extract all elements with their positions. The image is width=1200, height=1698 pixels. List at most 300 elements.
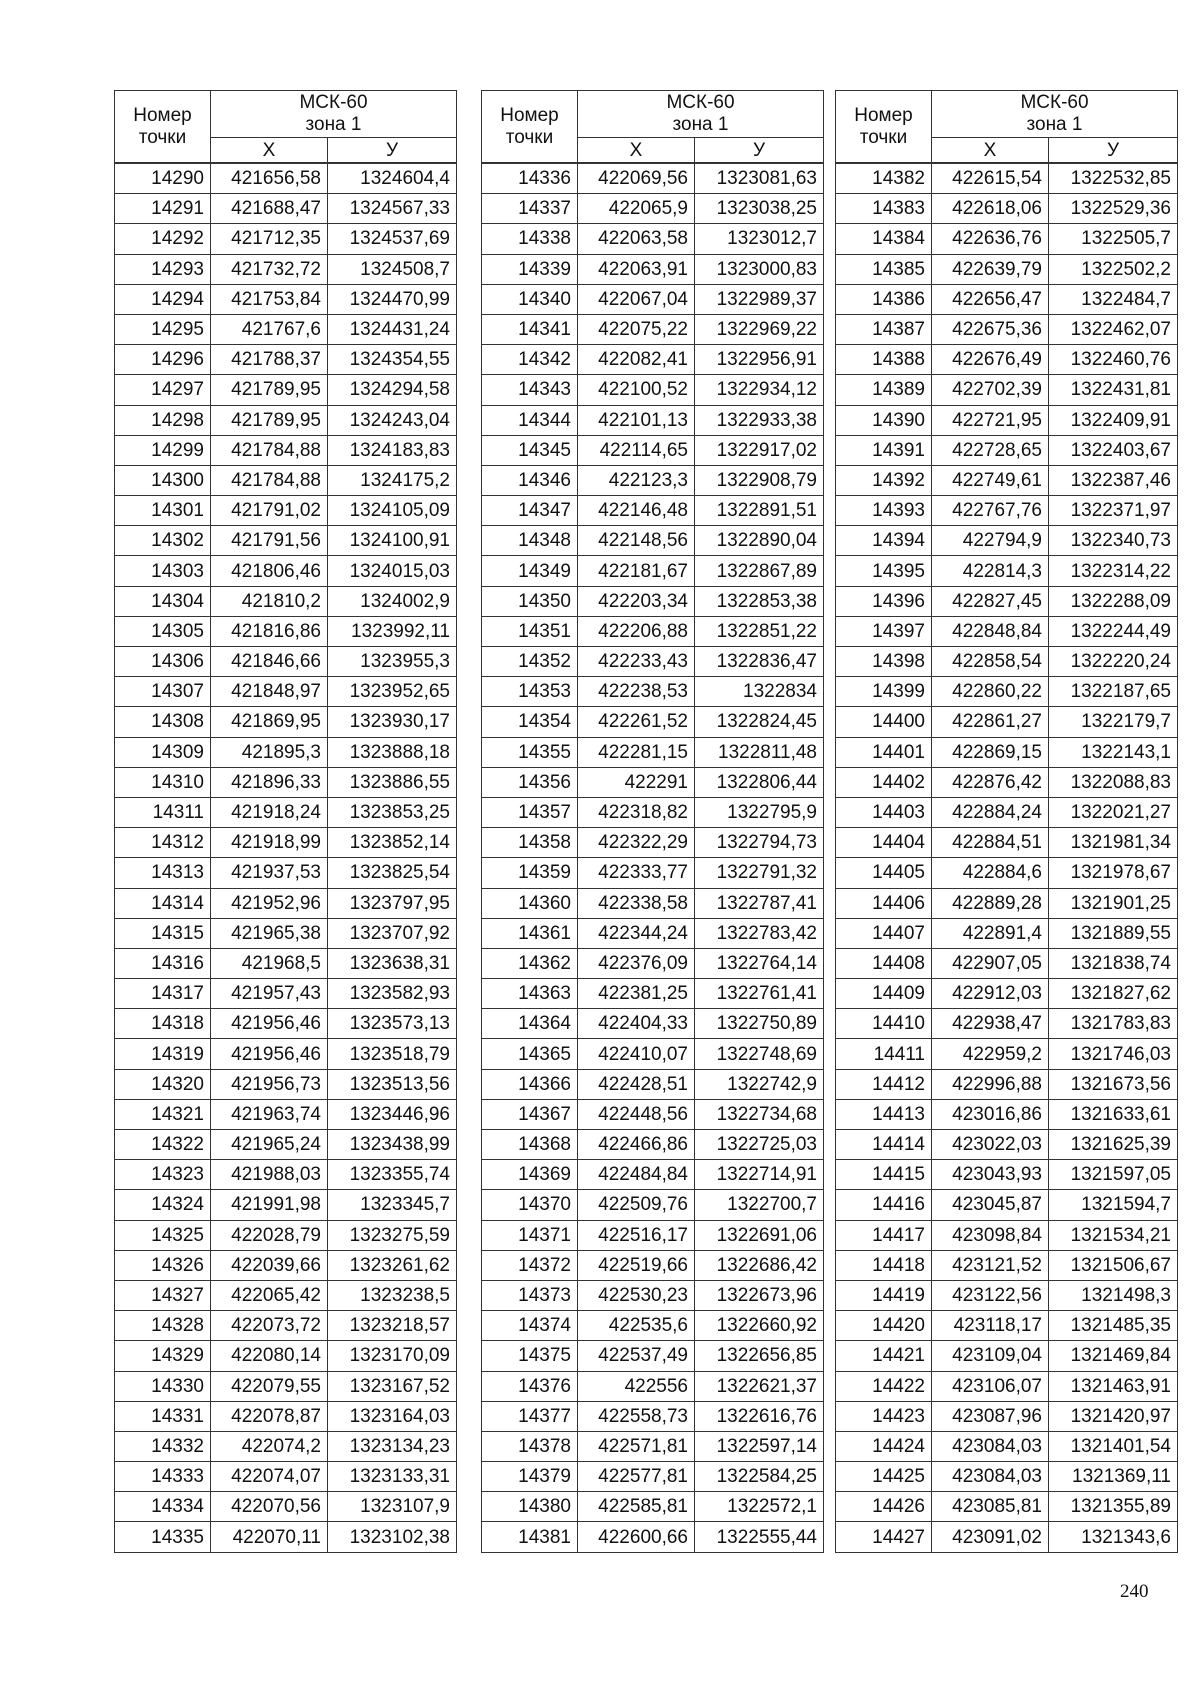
point-number-cell: 14388 bbox=[836, 345, 932, 375]
point-number-cell: 14297 bbox=[115, 375, 211, 405]
point-number-cell: 14299 bbox=[115, 435, 211, 465]
table-row bbox=[482, 465, 824, 495]
coordinates-table-1 bbox=[114, 90, 457, 1553]
table-row bbox=[115, 163, 457, 194]
y-coordinate-cell: 1321838,74 bbox=[1049, 948, 1178, 978]
x-coordinate-cell: 421810,2 bbox=[211, 586, 328, 616]
point-number-cell: 14359 bbox=[482, 858, 578, 888]
y-coordinate-cell: 1324183,83 bbox=[328, 435, 457, 465]
table-row bbox=[836, 1462, 1178, 1492]
y-coordinate-cell: 1322686,42 bbox=[695, 1250, 824, 1280]
y-coordinate-cell: 1324100,91 bbox=[328, 526, 457, 556]
x-coordinate-cell: 422484,84 bbox=[578, 1160, 695, 1190]
table-row bbox=[836, 948, 1178, 978]
x-coordinate-cell: 422063,91 bbox=[578, 254, 695, 284]
point-number-cell: 14318 bbox=[115, 1009, 211, 1039]
table-row bbox=[482, 797, 824, 827]
point-number-cell: 14427 bbox=[836, 1522, 932, 1552]
x-coordinate-cell: 422827,45 bbox=[932, 586, 1049, 616]
y-coordinate-cell: 1321401,54 bbox=[1049, 1431, 1178, 1461]
y-coordinate-cell: 1322836,47 bbox=[695, 647, 824, 677]
y-coordinate-cell: 1322934,12 bbox=[695, 375, 824, 405]
x-coordinate-cell: 422261,52 bbox=[578, 707, 695, 737]
y-column-header: У bbox=[328, 138, 457, 164]
table-row bbox=[836, 586, 1178, 616]
x-coordinate-cell: 421791,56 bbox=[211, 526, 328, 556]
x-coordinate-cell: 422448,56 bbox=[578, 1099, 695, 1129]
page-number: 240 bbox=[1120, 1581, 1149, 1602]
y-coordinate-cell: 1322288,09 bbox=[1049, 586, 1178, 616]
point-number-cell: 14339 bbox=[482, 254, 578, 284]
table-row bbox=[115, 1311, 457, 1341]
point-number-cell: 14313 bbox=[115, 858, 211, 888]
point-number-cell: 14331 bbox=[115, 1401, 211, 1431]
point-number-cell: 14370 bbox=[482, 1190, 578, 1220]
y-coordinate-cell: 1322484,7 bbox=[1049, 284, 1178, 314]
x-coordinate-cell: 421937,53 bbox=[211, 858, 328, 888]
point-number-cell: 14356 bbox=[482, 767, 578, 797]
y-coordinate-cell: 1322989,37 bbox=[695, 284, 824, 314]
x-coordinate-cell: 422233,43 bbox=[578, 647, 695, 677]
table-row bbox=[836, 405, 1178, 435]
y-coordinate-cell: 1324105,09 bbox=[328, 496, 457, 526]
point-number-cell: 14332 bbox=[115, 1431, 211, 1461]
table-row bbox=[836, 828, 1178, 858]
x-coordinate-cell: 422869,15 bbox=[932, 737, 1049, 767]
point-number-cell: 14302 bbox=[115, 526, 211, 556]
point-number-cell: 14420 bbox=[836, 1311, 932, 1341]
table-row bbox=[115, 948, 457, 978]
y-coordinate-cell: 1322806,44 bbox=[695, 767, 824, 797]
x-coordinate-cell: 422063,58 bbox=[578, 224, 695, 254]
point-number-cell: 14389 bbox=[836, 375, 932, 405]
table-row bbox=[836, 888, 1178, 918]
table-row bbox=[482, 1009, 824, 1039]
y-coordinate-cell: 1322956,91 bbox=[695, 345, 824, 375]
table-row bbox=[115, 314, 457, 344]
point-number-cell: 14423 bbox=[836, 1401, 932, 1431]
table-row bbox=[115, 1190, 457, 1220]
table-row bbox=[115, 405, 457, 435]
y-coordinate-cell: 1324567,33 bbox=[328, 194, 457, 224]
x-coordinate-cell: 422074,07 bbox=[211, 1462, 328, 1492]
x-coordinate-cell: 423091,02 bbox=[932, 1522, 1049, 1552]
x-coordinate-cell: 421712,35 bbox=[211, 224, 328, 254]
table-row bbox=[836, 435, 1178, 465]
x-coordinate-cell: 421784,88 bbox=[211, 435, 328, 465]
x-coordinate-cell: 422889,28 bbox=[932, 888, 1049, 918]
x-coordinate-cell: 422996,88 bbox=[932, 1069, 1049, 1099]
y-coordinate-cell: 1323992,11 bbox=[328, 616, 457, 646]
point-number-cell: 14317 bbox=[115, 979, 211, 1009]
x-coordinate-cell: 421788,37 bbox=[211, 345, 328, 375]
point-number-cell: 14380 bbox=[482, 1492, 578, 1522]
point-number-cell: 14394 bbox=[836, 526, 932, 556]
x-coordinate-cell: 422338,58 bbox=[578, 888, 695, 918]
x-coordinate-cell: 422509,76 bbox=[578, 1190, 695, 1220]
table-row bbox=[482, 858, 824, 888]
x-coordinate-cell: 422123,3 bbox=[578, 465, 695, 495]
point-number-cell: 14418 bbox=[836, 1250, 932, 1280]
table-row bbox=[482, 707, 824, 737]
y-coordinate-cell: 1321633,61 bbox=[1049, 1099, 1178, 1129]
point-number-header: Номер точки bbox=[836, 91, 932, 164]
point-number-cell: 14406 bbox=[836, 888, 932, 918]
y-coordinate-cell: 1321981,34 bbox=[1049, 828, 1178, 858]
point-number-cell: 14390 bbox=[836, 405, 932, 435]
y-coordinate-cell: 1323170,09 bbox=[328, 1341, 457, 1371]
x-coordinate-cell: 422876,42 bbox=[932, 767, 1049, 797]
table-row bbox=[482, 194, 824, 224]
y-coordinate-cell: 1323518,79 bbox=[328, 1039, 457, 1069]
point-number-cell: 14413 bbox=[836, 1099, 932, 1129]
table-row bbox=[836, 375, 1178, 405]
point-number-cell: 14411 bbox=[836, 1039, 932, 1069]
point-number-header: Номер точки bbox=[482, 91, 578, 164]
x-coordinate-cell: 423087,96 bbox=[932, 1401, 1049, 1431]
table-row bbox=[836, 1069, 1178, 1099]
point-number-cell: 14366 bbox=[482, 1069, 578, 1099]
table-row bbox=[482, 828, 824, 858]
x-coordinate-cell: 422065,42 bbox=[211, 1280, 328, 1310]
y-coordinate-cell: 1321469,84 bbox=[1049, 1341, 1178, 1371]
y-coordinate-cell: 1322725,03 bbox=[695, 1130, 824, 1160]
x-coordinate-cell: 422333,77 bbox=[578, 858, 695, 888]
y-coordinate-cell: 1322532,85 bbox=[1049, 163, 1178, 194]
y-coordinate-cell: 1323238,5 bbox=[328, 1280, 457, 1310]
table-row bbox=[482, 979, 824, 1009]
table-row bbox=[836, 1492, 1178, 1522]
point-number-cell: 14381 bbox=[482, 1522, 578, 1552]
y-coordinate-cell: 1321506,67 bbox=[1049, 1250, 1178, 1280]
table-row bbox=[836, 1190, 1178, 1220]
x-coordinate-cell: 422585,81 bbox=[578, 1492, 695, 1522]
table-row bbox=[836, 284, 1178, 314]
point-number-cell: 14395 bbox=[836, 556, 932, 586]
point-number-cell: 14315 bbox=[115, 918, 211, 948]
coordinate-system-header: МСК-60 зона 1 bbox=[211, 91, 457, 138]
point-number-cell: 14355 bbox=[482, 737, 578, 767]
table-row bbox=[482, 435, 824, 465]
y-coordinate-cell: 1323825,54 bbox=[328, 858, 457, 888]
x-coordinate-cell: 422146,48 bbox=[578, 496, 695, 526]
y-coordinate-cell: 1323134,23 bbox=[328, 1431, 457, 1461]
y-coordinate-cell: 1322969,22 bbox=[695, 314, 824, 344]
y-coordinate-cell: 1322890,04 bbox=[695, 526, 824, 556]
y-coordinate-cell: 1322403,67 bbox=[1049, 435, 1178, 465]
y-coordinate-cell: 1323853,25 bbox=[328, 797, 457, 827]
point-number-cell: 14363 bbox=[482, 979, 578, 1009]
x-coordinate-cell: 421896,33 bbox=[211, 767, 328, 797]
point-number-cell: 14322 bbox=[115, 1130, 211, 1160]
table-row bbox=[482, 677, 824, 707]
y-coordinate-cell: 1322917,02 bbox=[695, 435, 824, 465]
x-coordinate-cell: 422571,81 bbox=[578, 1431, 695, 1461]
x-coordinate-cell: 422074,2 bbox=[211, 1431, 328, 1461]
x-coordinate-cell: 423084,03 bbox=[932, 1431, 1049, 1461]
table-row bbox=[836, 526, 1178, 556]
y-coordinate-cell: 1322795,9 bbox=[695, 797, 824, 827]
x-coordinate-cell: 422206,88 bbox=[578, 616, 695, 646]
y-coordinate-cell: 1323038,25 bbox=[695, 194, 824, 224]
point-number-cell: 14291 bbox=[115, 194, 211, 224]
table-row bbox=[482, 1462, 824, 1492]
x-coordinate-cell: 423109,04 bbox=[932, 1341, 1049, 1371]
point-number-cell: 14338 bbox=[482, 224, 578, 254]
x-coordinate-cell: 421895,3 bbox=[211, 737, 328, 767]
point-number-cell: 14421 bbox=[836, 1341, 932, 1371]
table-row bbox=[115, 465, 457, 495]
table-row bbox=[836, 1431, 1178, 1461]
y-coordinate-cell: 1322555,44 bbox=[695, 1522, 824, 1552]
point-number-cell: 14307 bbox=[115, 677, 211, 707]
y-coordinate-cell: 1322742,9 bbox=[695, 1069, 824, 1099]
x-coordinate-cell: 422078,87 bbox=[211, 1401, 328, 1431]
y-coordinate-cell: 1322660,92 bbox=[695, 1311, 824, 1341]
y-coordinate-cell: 1322764,14 bbox=[695, 948, 824, 978]
y-coordinate-cell: 1323797,95 bbox=[328, 888, 457, 918]
y-coordinate-cell: 1322714,91 bbox=[695, 1160, 824, 1190]
x-coordinate-cell: 422080,14 bbox=[211, 1341, 328, 1371]
point-number-cell: 14316 bbox=[115, 948, 211, 978]
x-coordinate-cell: 421988,03 bbox=[211, 1160, 328, 1190]
x-coordinate-cell: 422884,6 bbox=[932, 858, 1049, 888]
y-coordinate-cell: 1323952,65 bbox=[328, 677, 457, 707]
x-coordinate-cell: 421963,74 bbox=[211, 1099, 328, 1129]
point-number-cell: 14384 bbox=[836, 224, 932, 254]
table-row bbox=[115, 1522, 457, 1552]
y-coordinate-cell: 1322462,07 bbox=[1049, 314, 1178, 344]
point-number-cell: 14399 bbox=[836, 677, 932, 707]
y-coordinate-cell: 1321827,62 bbox=[1049, 979, 1178, 1009]
point-number-cell: 14304 bbox=[115, 586, 211, 616]
y-coordinate-cell: 1322750,89 bbox=[695, 1009, 824, 1039]
point-number-cell: 14349 bbox=[482, 556, 578, 586]
x-coordinate-cell: 423045,87 bbox=[932, 1190, 1049, 1220]
x-coordinate-cell: 421784,88 bbox=[211, 465, 328, 495]
y-coordinate-cell: 1322791,32 bbox=[695, 858, 824, 888]
table-row bbox=[115, 556, 457, 586]
table-row bbox=[836, 556, 1178, 586]
x-coordinate-cell: 422376,09 bbox=[578, 948, 695, 978]
point-number-cell: 14422 bbox=[836, 1371, 932, 1401]
y-coordinate-cell: 1322460,76 bbox=[1049, 345, 1178, 375]
point-number-cell: 14414 bbox=[836, 1130, 932, 1160]
x-coordinate-cell: 422039,66 bbox=[211, 1250, 328, 1280]
x-coordinate-cell: 422067,04 bbox=[578, 284, 695, 314]
table-row bbox=[115, 1431, 457, 1461]
y-coordinate-cell: 1322179,7 bbox=[1049, 707, 1178, 737]
table-row bbox=[836, 1311, 1178, 1341]
table-row bbox=[115, 1039, 457, 1069]
point-number-cell: 14358 bbox=[482, 828, 578, 858]
point-number-cell: 14409 bbox=[836, 979, 932, 1009]
table-row bbox=[115, 979, 457, 1009]
point-number-cell: 14298 bbox=[115, 405, 211, 435]
y-coordinate-cell: 1322853,38 bbox=[695, 586, 824, 616]
x-coordinate-cell: 421767,6 bbox=[211, 314, 328, 344]
y-coordinate-cell: 1323930,17 bbox=[328, 707, 457, 737]
x-coordinate-cell: 421965,24 bbox=[211, 1130, 328, 1160]
point-number-cell: 14404 bbox=[836, 828, 932, 858]
table-row bbox=[836, 1250, 1178, 1280]
point-number-cell: 14300 bbox=[115, 465, 211, 495]
point-number-cell: 14292 bbox=[115, 224, 211, 254]
table-row bbox=[115, 1280, 457, 1310]
x-coordinate-cell: 422721,95 bbox=[932, 405, 1049, 435]
table-row bbox=[836, 767, 1178, 797]
table-row bbox=[115, 254, 457, 284]
x-coordinate-cell: 421656,58 bbox=[211, 163, 328, 194]
point-number-cell: 14326 bbox=[115, 1250, 211, 1280]
table-row bbox=[115, 797, 457, 827]
x-coordinate-cell: 422884,51 bbox=[932, 828, 1049, 858]
x-coordinate-cell: 422675,36 bbox=[932, 314, 1049, 344]
point-number-cell: 14295 bbox=[115, 314, 211, 344]
table-row bbox=[836, 1130, 1178, 1160]
x-coordinate-cell: 422600,66 bbox=[578, 1522, 695, 1552]
y-coordinate-cell: 1324508,7 bbox=[328, 254, 457, 284]
x-coordinate-cell: 422858,54 bbox=[932, 647, 1049, 677]
table-row bbox=[482, 1220, 824, 1250]
x-coordinate-cell: 422100,52 bbox=[578, 375, 695, 405]
x-coordinate-cell: 422848,84 bbox=[932, 616, 1049, 646]
y-coordinate-cell: 1322314,22 bbox=[1049, 556, 1178, 586]
point-number-cell: 14367 bbox=[482, 1099, 578, 1129]
point-number-cell: 14352 bbox=[482, 647, 578, 677]
x-coordinate-cell: 421956,46 bbox=[211, 1009, 328, 1039]
x-coordinate-cell: 421918,99 bbox=[211, 828, 328, 858]
table-row bbox=[115, 1009, 457, 1039]
table-row bbox=[836, 707, 1178, 737]
y-coordinate-cell: 1322761,41 bbox=[695, 979, 824, 1009]
table-row bbox=[115, 677, 457, 707]
table-row bbox=[115, 616, 457, 646]
point-number-cell: 14350 bbox=[482, 586, 578, 616]
y-coordinate-cell: 1321498,3 bbox=[1049, 1280, 1178, 1310]
x-coordinate-cell: 422577,81 bbox=[578, 1462, 695, 1492]
point-number-cell: 14330 bbox=[115, 1371, 211, 1401]
y-coordinate-cell: 1321625,39 bbox=[1049, 1130, 1178, 1160]
table-row bbox=[836, 1522, 1178, 1552]
y-coordinate-cell: 1321463,91 bbox=[1049, 1371, 1178, 1401]
table-row bbox=[482, 1311, 824, 1341]
table-row bbox=[836, 616, 1178, 646]
y-coordinate-cell: 1324470,99 bbox=[328, 284, 457, 314]
x-coordinate-cell: 422281,15 bbox=[578, 737, 695, 767]
y-coordinate-cell: 1323446,96 bbox=[328, 1099, 457, 1129]
table-row bbox=[115, 707, 457, 737]
y-coordinate-cell: 1322794,73 bbox=[695, 828, 824, 858]
table-row bbox=[836, 1160, 1178, 1190]
table-row bbox=[482, 1492, 824, 1522]
y-coordinate-cell: 1323438,99 bbox=[328, 1130, 457, 1160]
point-number-cell: 14368 bbox=[482, 1130, 578, 1160]
x-coordinate-cell: 422082,41 bbox=[578, 345, 695, 375]
point-number-cell: 14348 bbox=[482, 526, 578, 556]
point-number-cell: 14341 bbox=[482, 314, 578, 344]
point-number-cell: 14400 bbox=[836, 707, 932, 737]
x-coordinate-cell: 421791,02 bbox=[211, 496, 328, 526]
y-column-header: У bbox=[1049, 138, 1178, 164]
y-coordinate-cell: 1323218,57 bbox=[328, 1311, 457, 1341]
coordinates-table-3 bbox=[835, 90, 1178, 1553]
point-number-cell: 14353 bbox=[482, 677, 578, 707]
table-row bbox=[115, 1099, 457, 1129]
table-row bbox=[482, 314, 824, 344]
table-row bbox=[836, 918, 1178, 948]
x-coordinate-cell: 421816,86 bbox=[211, 616, 328, 646]
table-row bbox=[115, 737, 457, 767]
y-coordinate-cell: 1322584,25 bbox=[695, 1462, 824, 1492]
x-coordinate-cell: 422322,29 bbox=[578, 828, 695, 858]
y-coordinate-cell: 1322387,46 bbox=[1049, 465, 1178, 495]
y-coordinate-cell: 1322621,37 bbox=[695, 1371, 824, 1401]
x-coordinate-cell: 422636,76 bbox=[932, 224, 1049, 254]
table-row bbox=[482, 1341, 824, 1371]
table-row bbox=[115, 435, 457, 465]
point-number-cell: 14378 bbox=[482, 1431, 578, 1461]
x-coordinate-cell: 422238,53 bbox=[578, 677, 695, 707]
x-coordinate-cell: 421952,96 bbox=[211, 888, 328, 918]
y-coordinate-cell: 1322891,51 bbox=[695, 496, 824, 526]
x-coordinate-cell: 422070,11 bbox=[211, 1522, 328, 1552]
point-number-cell: 14376 bbox=[482, 1371, 578, 1401]
point-number-cell: 14379 bbox=[482, 1462, 578, 1492]
y-coordinate-cell: 1324243,04 bbox=[328, 405, 457, 435]
x-coordinate-cell: 422291 bbox=[578, 767, 695, 797]
x-coordinate-cell: 422656,47 bbox=[932, 284, 1049, 314]
table-row bbox=[836, 224, 1178, 254]
x-coordinate-cell: 422065,9 bbox=[578, 194, 695, 224]
point-number-cell: 14365 bbox=[482, 1039, 578, 1069]
x-coordinate-cell: 421789,95 bbox=[211, 375, 328, 405]
point-number-cell: 14319 bbox=[115, 1039, 211, 1069]
y-coordinate-cell: 1322824,45 bbox=[695, 707, 824, 737]
point-number-cell: 14306 bbox=[115, 647, 211, 677]
y-coordinate-cell: 1322505,7 bbox=[1049, 224, 1178, 254]
y-coordinate-cell: 1321594,7 bbox=[1049, 1190, 1178, 1220]
table-row bbox=[482, 254, 824, 284]
x-coordinate-cell: 422410,07 bbox=[578, 1039, 695, 1069]
table-row bbox=[482, 1099, 824, 1129]
point-number-cell: 14397 bbox=[836, 616, 932, 646]
point-number-cell: 14327 bbox=[115, 1280, 211, 1310]
x-coordinate-cell: 422530,23 bbox=[578, 1280, 695, 1310]
table-row bbox=[115, 858, 457, 888]
table-row bbox=[836, 797, 1178, 827]
point-number-cell: 14415 bbox=[836, 1160, 932, 1190]
table-row bbox=[836, 163, 1178, 194]
table-row bbox=[482, 1069, 824, 1099]
y-coordinate-cell: 1324354,55 bbox=[328, 345, 457, 375]
table-row bbox=[115, 1401, 457, 1431]
x-coordinate-cell: 422101,13 bbox=[578, 405, 695, 435]
table-row bbox=[115, 1160, 457, 1190]
point-number-cell: 14419 bbox=[836, 1280, 932, 1310]
table-row bbox=[482, 375, 824, 405]
table-row bbox=[482, 647, 824, 677]
x-coordinate-cell: 422860,22 bbox=[932, 677, 1049, 707]
table-row bbox=[482, 1431, 824, 1461]
point-number-cell: 14393 bbox=[836, 496, 932, 526]
table-row bbox=[836, 1009, 1178, 1039]
y-coordinate-cell: 1321746,03 bbox=[1049, 1039, 1178, 1069]
y-coordinate-cell: 1323888,18 bbox=[328, 737, 457, 767]
table-row bbox=[482, 737, 824, 767]
x-coordinate-cell: 421991,98 bbox=[211, 1190, 328, 1220]
table-row bbox=[836, 194, 1178, 224]
